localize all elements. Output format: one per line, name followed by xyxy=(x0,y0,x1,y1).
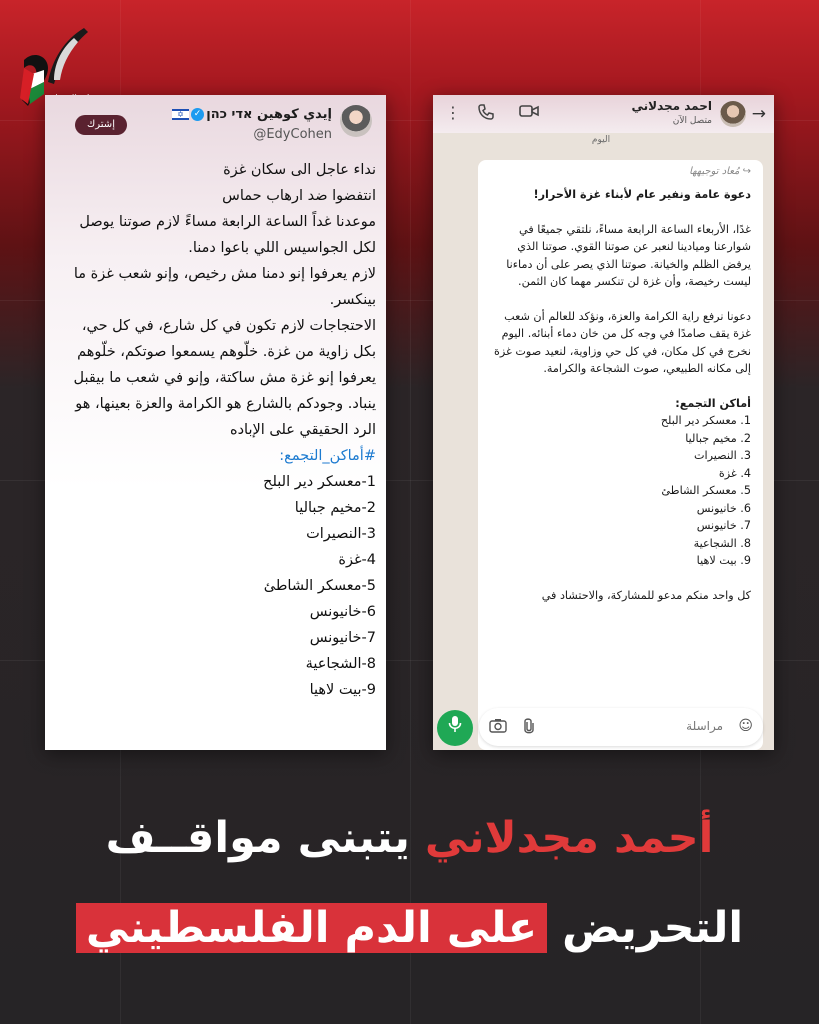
tweet-place: 8-الشجاعية xyxy=(305,656,376,672)
tweet-place: 6-خانيونس xyxy=(309,604,376,620)
message-paragraph: كل واحد منكم مدعو للمشاركة، والاحتشاد في xyxy=(541,588,751,602)
sticker-icon[interactable]: ☺ xyxy=(738,718,753,734)
tweet-place: 7-خانيونس xyxy=(309,630,376,646)
message-input-bar[interactable] xyxy=(479,708,763,746)
video-call-icon[interactable] xyxy=(519,103,539,123)
avatar[interactable] xyxy=(340,105,372,137)
subscribe-button[interactable]: إشترك xyxy=(75,115,127,135)
back-arrow-icon[interactable]: → xyxy=(751,104,766,124)
forwarded-text: مُعاد توجيهها xyxy=(689,166,740,177)
message-paragraph: دعونا نرفع راية الكرامة والعزة، ونؤكد للعالم أن شعب غزة يقف صامدًا في وجه كل من خان دماء أبنائه. اليوم نخرج في كل مكان، في كل حي وزاوية، لنعيد صوت غزة إلى مكانه الطبيعي، صوت الشجاعة والكرامة. xyxy=(493,309,751,375)
tweet-author-handle[interactable]: @EdyCohen xyxy=(253,127,332,142)
tweet-place: 1-معسكر دير البلح xyxy=(263,474,376,490)
whatsapp-screenshot xyxy=(433,95,774,750)
message-bubble[interactable] xyxy=(478,160,763,750)
camera-icon[interactable] xyxy=(489,718,507,737)
place-item: 7. خانيونس xyxy=(696,519,751,532)
headline-line-1 xyxy=(0,808,819,868)
verified-badge-icon: ✓ xyxy=(191,108,204,121)
tweet-hashtag[interactable]: #أماكن_التجمع: xyxy=(279,448,376,464)
forwarded-label xyxy=(689,166,751,177)
headline-text: التحريض xyxy=(562,903,744,953)
spacer xyxy=(488,291,751,308)
attach-icon[interactable] xyxy=(523,718,535,738)
places-heading: أماكن التجمع: xyxy=(675,396,751,410)
place-item: 5. معسكر الشاطئ xyxy=(661,484,751,497)
place-item: 1. معسكر دير البلح xyxy=(660,414,751,427)
tweet-body xyxy=(57,157,376,703)
tweet-line: الاحتجاجات لازم تكون في كل شارع، في كل حي، بكل زاوية من غزة. خلّوهم يسمعوا صوتكم، خلّوهم يعرفوا إنو غزة مش ساكتة، وإنو في شعب ما بيقبل ينباد. وجودكم بالشارع هو الكرامة والعزة بعينها، هو الرد الحقيقي على الإباده xyxy=(73,318,376,438)
place-item: 6. خانيونس xyxy=(696,501,751,515)
tweet-place: 2-مخيم جباليا xyxy=(294,500,376,516)
tweet-place: 9-بيت لاهيا xyxy=(309,682,376,698)
place-item: 3. النصيرات xyxy=(693,449,751,462)
tweet-place: 3-النصيرات xyxy=(306,526,376,542)
chat-header xyxy=(433,95,774,133)
headline-highlight: على الدم الفلسطيني xyxy=(76,903,547,953)
message-input[interactable]: مراسلة xyxy=(686,719,723,733)
contact-status: متصل الآن xyxy=(672,116,712,126)
avatar[interactable] xyxy=(720,101,746,127)
microphone-icon[interactable] xyxy=(437,710,473,746)
tweet-line: انتفضوا ضد ارهاب حماس xyxy=(222,188,376,204)
headline-name: أحمد مجدلاني xyxy=(424,813,714,863)
tweet-place: 4-غزة xyxy=(338,552,376,568)
israel-flag-icon: ✡ xyxy=(172,109,189,120)
background-grid-line xyxy=(410,0,411,1024)
message-title: دعوة عامة ونفير عام لأبناء غزة الأحرار! xyxy=(533,188,751,201)
forward-arrow-icon: ↪ xyxy=(742,166,751,177)
spacer xyxy=(488,378,751,395)
phone-call-icon[interactable] xyxy=(477,103,495,125)
place-item: 2. مخيم جباليا xyxy=(685,431,751,445)
message-text xyxy=(488,186,751,604)
tweet-line: لازم يعرفوا إنو دمنا مش رخيص، وإنو شعب غزة ما بينكسر. xyxy=(73,266,376,308)
tweet-author-name[interactable]: إيدي كوهين אדי כהן xyxy=(206,107,332,122)
place-item: 8. الشجاعية xyxy=(693,536,751,550)
more-options-icon[interactable]: ⋮ xyxy=(445,103,461,122)
spacer xyxy=(488,204,751,221)
spacer xyxy=(488,570,751,587)
place-item: 9. بيت لاهيا xyxy=(696,554,751,567)
message-paragraph: غدًا، الأربعاء الساعة الرابعة مساءً، نلتقي جميعًا في شوارعنا وميادينا لنعبر عن صوتنا القوي. صوتنا الذي يرفض الظلم والخيانة. صوتنا الذي يصر على أن دماءنا ليست رخيصة، وأن غزة لن تنكسر مهما كان الثمن. xyxy=(506,222,751,288)
tweet-line: موعدنا غداً الساعة الرابعة مساءً لازم صوتنا يوصل لكل الجواسيس اللي باعوا دمنا. xyxy=(79,214,376,256)
tweet-place: 5-معسكر الشاطئ xyxy=(263,578,376,594)
headline-text: يتبنى مواقــف xyxy=(105,813,410,863)
headline-line-2 xyxy=(0,895,819,961)
tweet-screenshot xyxy=(45,95,386,750)
place-item: 4. غزة xyxy=(718,466,751,480)
contact-name[interactable]: احمد مجدلاني xyxy=(631,99,712,113)
date-chip: اليوم xyxy=(591,135,611,145)
tweet-line: نداء عاجل الى سكان غزة xyxy=(223,162,376,178)
